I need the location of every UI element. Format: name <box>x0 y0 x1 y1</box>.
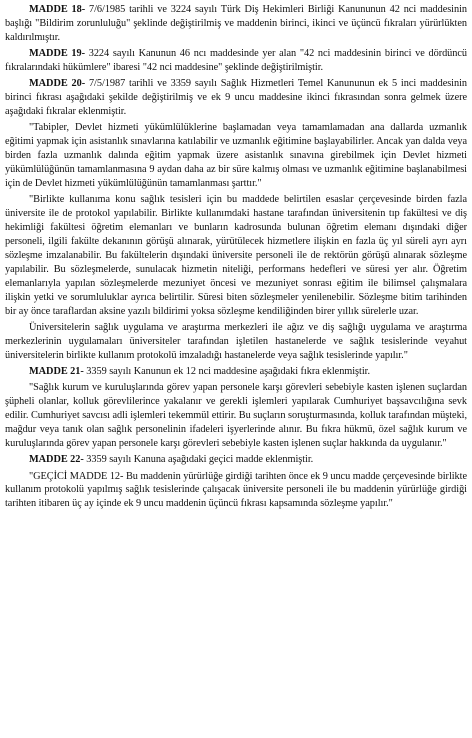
paragraph-madde-19 <box>5 47 467 75</box>
paragraph-text: "Tabipler, Devlet hizmeti yükümlülüklerine başlamadan veya tamamlamadan ana dallarda uzmanlık eğitimi yapmak için asistanlık sınavlarına katılabilir ve uzmanlık eğitimine başlayabilirler. Ancak yan dalda veya birden fazla uzmanlık dalında eğitim yapmak üzere asistanlık sınavına girebilmek için Devlet hizmeti yükümlülüğünün tamamlanmasına 9 aydan daha az bir süre kalmış olması ve uzmanlık eğitimine başlanabilmesi için de Devlet hizmeti yükümlülüğünün tamamlanması şarttır." <box>5 122 467 190</box>
article-heading: MADDE 20- <box>29 78 86 90</box>
paragraph-madde-22 <box>5 453 467 467</box>
paragraph-text: 7/6/1985 tarihli ve 3224 sayılı Türk Diş Hekimleri Birliği Kanununun 42 nci maddesinin başlığı "Bildirim zorunluluğu" şeklinde değiştirilmiş ve maddenin birinci, ikinci ve üçüncü fıkraları yürürlükten kaldırılmıştır. <box>5 4 467 43</box>
paragraph-gecici-madde-12 <box>5 470 467 512</box>
paragraph-madde-20 <box>5 77 467 119</box>
paragraph-text: 3359 sayılı Kanuna aşağıdaki geçici madde eklenmiştir. <box>83 454 314 466</box>
paragraph-madde-21 <box>5 365 467 379</box>
paragraph-text: 7/5/1987 tarihli ve 3359 sayılı Sağlık Hizmetleri Temel Kanununun ek 5 inci maddesinin birinci fıkrası aşağıdaki şekilde değiştirilmiş ve ek 9 uncu maddesine ikinci fıkrasından sonra gelmek üzere aşağıdaki fıkralar eklenmiştir. <box>5 78 467 118</box>
paragraph-text: "GEÇİCİ MADDE 12- Bu maddenin yürürlüğe girdiği tarihten önce ek 9 uncu madde çerçevesinde birlikte kullanım protokolü yapılmış sağlık tesislerinde çalışacak üniversite personeli ile bu maddenin yürürlüğe girdiği tarihten itibaren üç ay içinde ek 9 uncu maddenin üçüncü fıkrası kapsamında sözleşme yapılır." <box>5 470 467 510</box>
paragraph-madde-18 <box>5 3 467 45</box>
paragraph-text: "Sağlık kurum ve kuruluşlarında görev yapan personele karşı görevleri sebebiyle kasten işlenen suçlardan şüpheli olanlar, kolluk görevlilerince yakalanır ve gerekli işlemleri yapılarak Cumhuriyet başsavcılığına sevk edilir. Cumhuriyet savcısı adli işlemleri tekemmül ettirir. Bu suçların soruşturmasında, kolluk tarafından müşteki, mağdur veya tanık olan sağlık personelinin ifadeleri işyerlerinde alınır. Bu fıkra hükmü, özel sağlık kurum ve kuruluşlarında görev yapan personele karşı görevleri sebebiyle kasten işlenen suçlar hakkında da uygulanır." <box>5 382 467 449</box>
article-heading: MADDE 18- <box>29 4 86 15</box>
paragraph-text: 3224 sayılı Kanunun 46 ncı maddesinde yer alan "42 nci maddesinin birinci ve dördüncü fıkralarındaki hükümlere" ibaresi "42 nci maddesine" şeklinde değiştirilmiştir. <box>5 48 467 74</box>
paragraph-saglik-kurum <box>5 381 467 451</box>
paragraph-birlikte-kullanim <box>5 193 467 318</box>
paragraph-text: Üniversitelerin sağlık uygulama ve araştırma merkezleri ile ağız ve diş sağlığı uygulama ve araştırma merkezlerinin uygulamaları üniversiteler tarafından işletilen hastanelerde ve sağlık tesislerinde veyahut üniversitelerin birlikte kullanım protokolü imzaladığı hastanelerde veya sağlık tesislerinde yapılır." <box>5 321 467 361</box>
article-heading: MADDE 21- <box>29 366 84 377</box>
paragraph-text: "Birlikte kullanıma konu sağlık tesisleri için bu maddede belirtilen esaslar çerçevesinde birden fazla üniversite ile de protokol yapılabilir. Birlikte kullanımdaki hastane tarafından üniversitenin tıp fakültesi ve diş hekimliği fakültesi öğretim elemanları ve bunların kadrosunda bulunan öğretim elemanı dışındaki diğer personeli, ilgili fakülte dekanının görüşü alınarak, yürütülecek hizmetlere ilişkin en fazla üç yıl süreli ayrı ayrı sözleşme imzalanabilir. Bu fakültelerin dışındaki üniversite personeli ile de rektörün görüşü alınarak sözleşme yapılabilir. Bu sözleşmelerde, sunulacak hizmetin niteliği, performans hedefleri ve süresi yer alır. Öğretim elemanlarıyla yapılan sözleşmelerde mezuniyet öncesi ve mezuniyet sonrası eğitim ile bilimsel çalışmalara ilişkin yetki ve sorumluluklar ayrıca belirtilir. Süresi biten sözleşmeler yenilenebilir. Sözleşme bitim tarihinden bir ay önce taraflardan aksine yazılı bildirimi yoksa sözleşme kendiliğinden birer yıllık sürelerle uzar. <box>5 194 467 317</box>
paragraph-universitelerin <box>5 321 467 363</box>
paragraph-tabipler <box>5 121 467 191</box>
article-heading: MADDE 22- <box>29 454 84 466</box>
article-heading: MADDE 19- <box>29 48 85 60</box>
paragraph-text: 3359 sayılı Kanunun ek 12 nci maddesine aşağıdaki fıkra eklenmiştir. <box>83 366 370 377</box>
